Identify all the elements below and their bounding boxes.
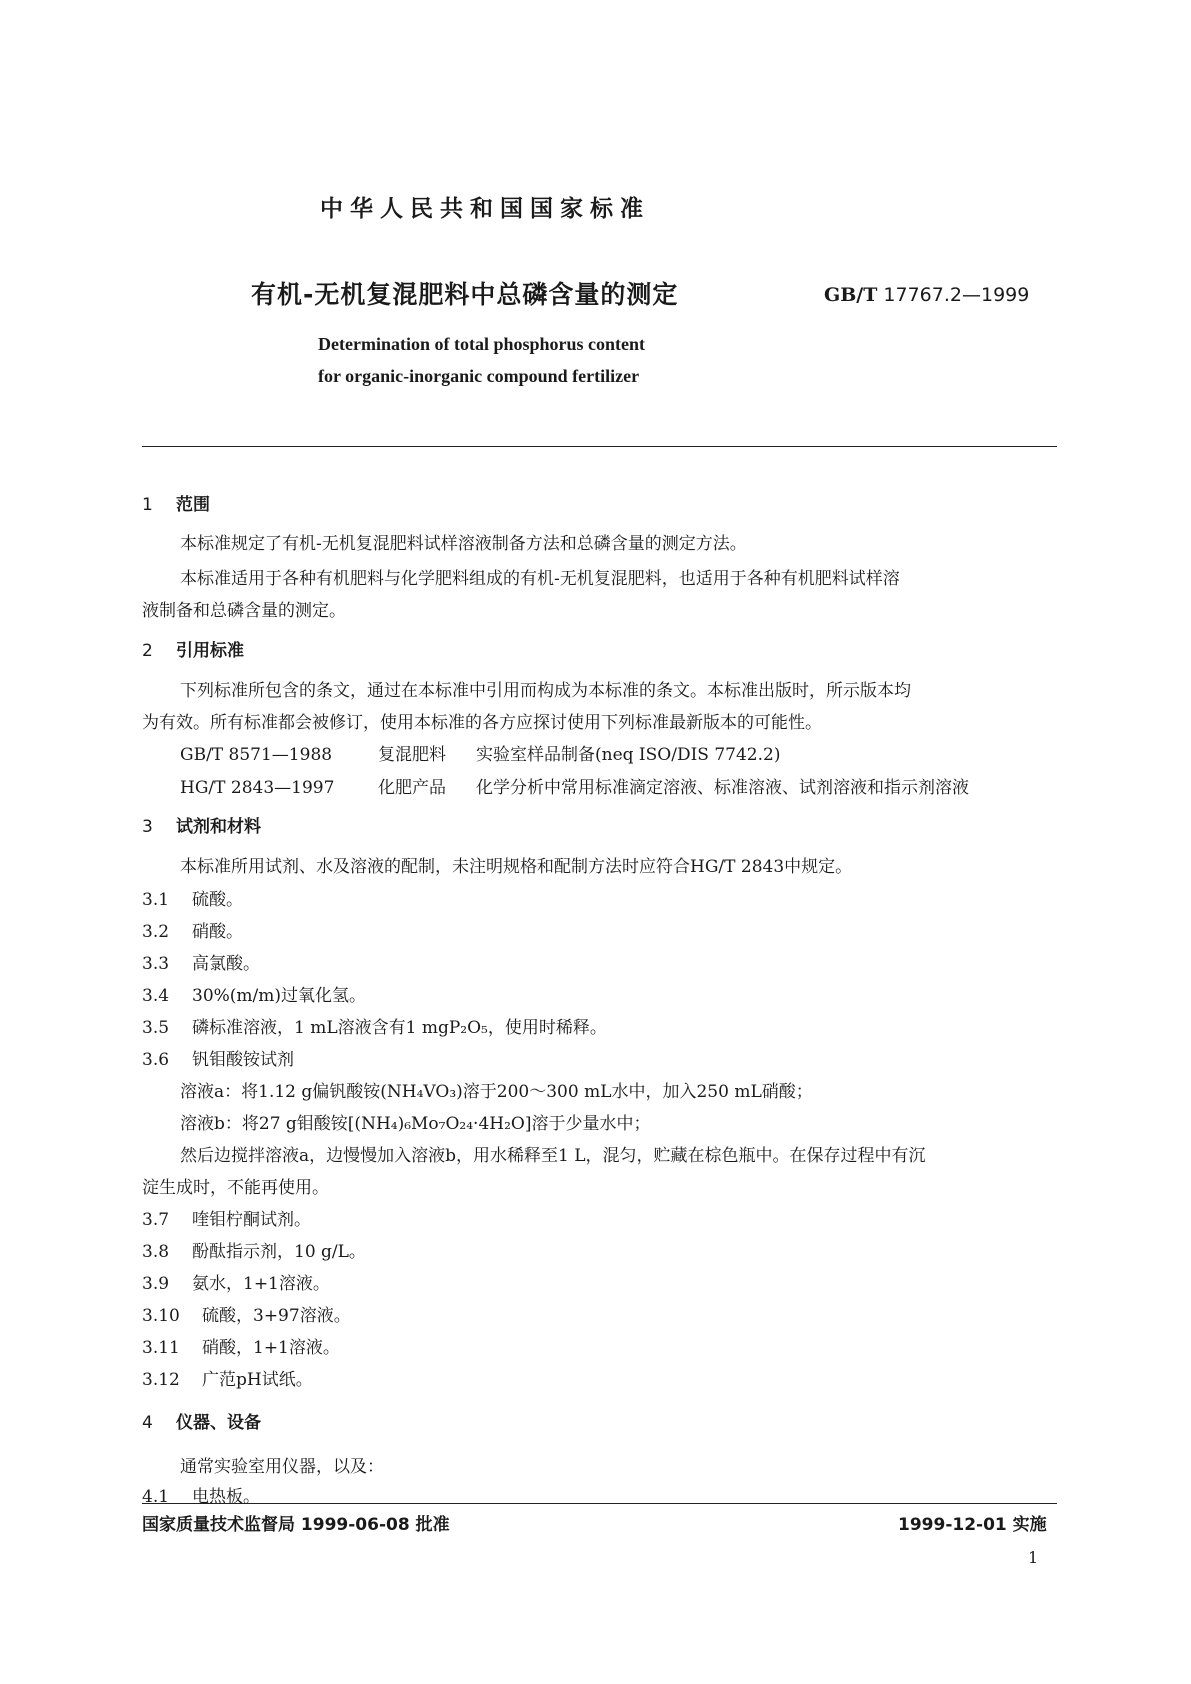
english-title-line2: for organic-inorganic compound fertilizer <box>318 366 640 386</box>
item-text: 酚酞指示剂，10 g/L。 <box>192 1242 366 1262</box>
mixing-instruction-line1: 然后边搅拌溶液a，边慢慢加入溶液b，用水稀释至1 L，混匀，贮藏在棕色瓶中。在保存过程中有沉 <box>180 1146 926 1166</box>
list-item <box>142 1013 607 1038</box>
item-number: 4.1 <box>142 1487 170 1507</box>
reference-name: 化肥产品 <box>378 778 446 798</box>
list-item <box>142 1301 351 1326</box>
national-standard-heading: 中华人民共和国国家标准 <box>320 196 650 222</box>
page-number: 1 <box>1028 1548 1039 1567</box>
item-number: 3.8 <box>142 1242 170 1262</box>
item-number: 3.10 <box>142 1306 180 1326</box>
list-item <box>142 949 260 974</box>
reference-code: HG/T 2843—1997 <box>180 778 335 798</box>
reference-description: 实验室样品制备(neq ISO/DIS 7742.2) <box>476 745 781 765</box>
list-item <box>142 1269 330 1294</box>
standard-prefix: GB/T <box>824 284 878 306</box>
section-2-paragraph-line2: 为有效。所有标准都会被修订，使用本标准的各方应探讨使用下列标准最新版本的可能性。 <box>142 713 822 733</box>
standard-number <box>824 284 1029 306</box>
section-title: 试剂和材料 <box>176 817 261 837</box>
section-4-intro: 通常实验室用仪器，以及： <box>180 1457 384 1477</box>
section-number: 2 <box>142 641 153 661</box>
list-item <box>142 1365 313 1390</box>
list-item <box>142 1237 366 1262</box>
item-number: 3.6 <box>142 1050 170 1070</box>
footer-divider <box>142 1503 1057 1504</box>
section-2-heading <box>142 636 244 661</box>
list-item <box>142 1205 311 1230</box>
item-number: 3.11 <box>142 1338 180 1358</box>
section-number: 1 <box>142 495 153 515</box>
reference-name: 复混肥料 <box>378 745 446 765</box>
section-1-heading <box>142 490 210 515</box>
item-text: 硫酸，3+97溶液。 <box>202 1306 351 1326</box>
item-number: 3.12 <box>142 1370 180 1390</box>
list-item <box>142 1045 294 1070</box>
list-item <box>142 885 243 910</box>
reference-item <box>180 740 780 765</box>
mixing-instruction-line2: 淀生成时，不能再使用。 <box>142 1178 329 1198</box>
item-number: 3.1 <box>142 890 170 910</box>
item-text: 硝酸。 <box>192 922 243 942</box>
item-number: 3.9 <box>142 1274 170 1294</box>
section-title: 引用标准 <box>176 641 244 661</box>
approval-statement: 国家质量技术监督局 1999-06-08 批准 <box>142 1515 450 1535</box>
item-number: 3.5 <box>142 1018 170 1038</box>
item-text: 电热板。 <box>192 1487 260 1507</box>
reference-item <box>180 773 969 798</box>
item-text: 高氯酸。 <box>192 954 260 974</box>
section-title: 范围 <box>176 495 210 515</box>
section-1-paragraph-2-line1: 本标准适用于各种有机肥料与化学肥料组成的有机-无机复混肥料，也适用于各种有机肥料试样溶 <box>180 569 900 589</box>
effective-date: 1999-12-01 实施 <box>898 1515 1047 1535</box>
section-2-paragraph-line1: 下列标准所包含的条文，通过在本标准中引用而构成为本标准的条文。本标准出版时，所示版本均 <box>180 681 911 701</box>
item-text: 氨水，1+1溶液。 <box>192 1274 330 1294</box>
document-title: 有机-无机复混肥料中总磷含量的测定 <box>251 280 679 309</box>
section-4-heading <box>142 1408 261 1433</box>
item-text: 硝酸，1+1溶液。 <box>202 1338 340 1358</box>
item-text: 30%(m/m)过氧化氢。 <box>192 986 367 1006</box>
section-1-paragraph-2-line2: 液制备和总磷含量的测定。 <box>142 601 346 621</box>
item-text: 喹钼柠酮试剂。 <box>192 1210 311 1230</box>
solution-a: 溶液a：将1.12 g偏钒酸铵(NH₄VO₃)溶于200～300 mL水中，加入250 mL硝酸； <box>180 1082 813 1102</box>
reference-code: GB/T 8571—1988 <box>180 745 333 765</box>
solution-b: 溶液b：将27 g钼酸铵[(NH₄)₆Mo₇O₂₄·4H₂O]溶于少量水中； <box>180 1114 651 1134</box>
section-3-heading <box>142 812 261 837</box>
list-item <box>142 917 243 942</box>
header-divider <box>142 446 1057 447</box>
reference-description: 化学分析中常用标准滴定溶液、标准溶液、试剂溶液和指示剂溶液 <box>476 778 969 798</box>
item-text: 广范pH试纸。 <box>202 1370 313 1390</box>
item-text: 硫酸。 <box>192 890 243 910</box>
section-title: 仪器、设备 <box>176 1413 261 1433</box>
list-item <box>142 981 366 1006</box>
english-title-line1: Determination of total phosphorus content <box>318 334 645 354</box>
section-number: 4 <box>142 1413 153 1433</box>
item-number: 3.7 <box>142 1210 170 1230</box>
item-number: 3.3 <box>142 954 170 974</box>
section-1-paragraph-1: 本标准规定了有机-无机复混肥料试样溶液制备方法和总磷含量的测定方法。 <box>180 534 747 554</box>
list-item <box>142 1333 340 1358</box>
item-number: 3.4 <box>142 986 170 1006</box>
section-number: 3 <box>142 817 153 837</box>
item-text: 钒钼酸铵试剂 <box>192 1050 294 1070</box>
item-number: 3.2 <box>142 922 170 942</box>
item-text: 磷标准溶液，1 mL溶液含有1 mgP₂O₅，使用时稀释。 <box>192 1018 607 1038</box>
standard-number-value: 17767.2—1999 <box>883 284 1030 306</box>
section-3-intro: 本标准所用试剂、水及溶液的配制，未注明规格和配制方法时应符合HG/T 2843中规定。 <box>180 857 853 877</box>
